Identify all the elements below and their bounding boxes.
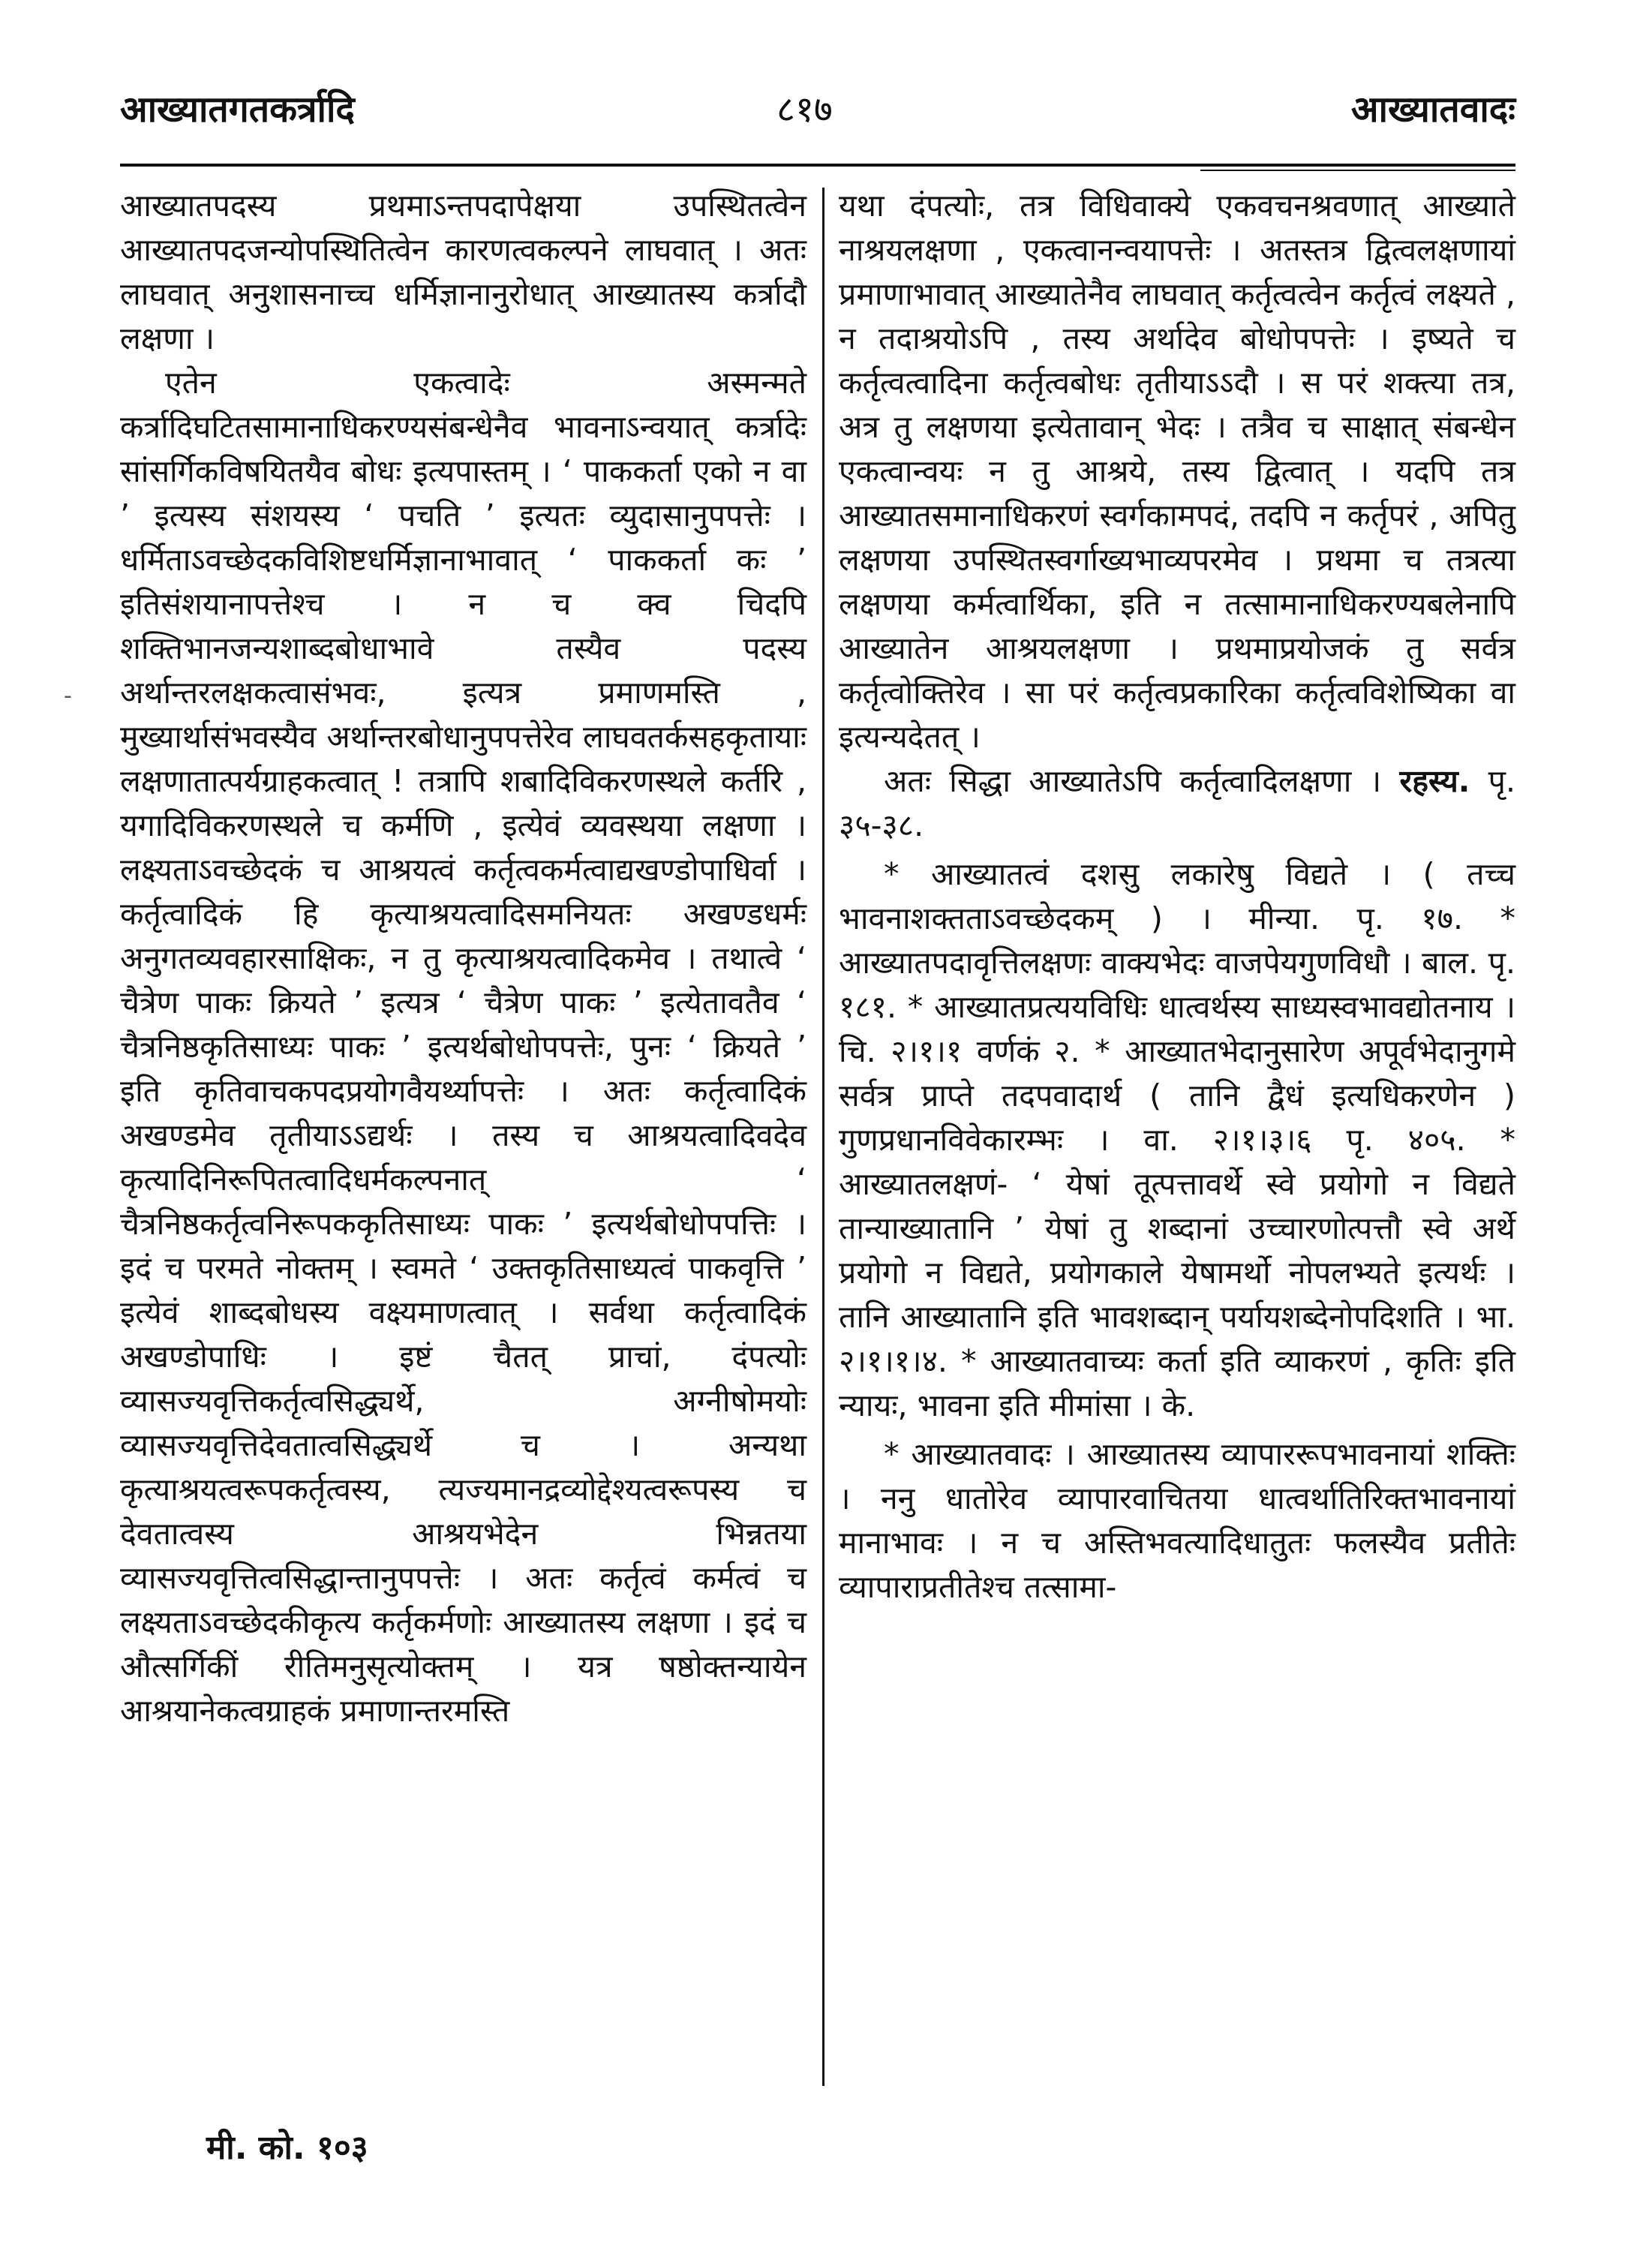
header-rule-secondary — [1200, 170, 1515, 171]
left-paragraph-2: एतेन एकत्वादेः अस्मन्मते कर्त्रादिघटितसामानाधिकरण्यसंबन्धेनैव भावनाऽन्वयात् कर्त्रादेः सांसर्गिकविषयितयैव बोधः इत्यपास्तम् । ‘ पाककर्ता एको न वा ’ इत्यस्य संशयस्य ‘ पचति ’ इत्यतः व्युदासानुपपत्तेः । धर्मिताऽवच्छेदकविशिष्टधर्मिज्ञानाभावात् ‘ पाककर्ता कः ’ इतिसंशयानापत्तेश्च । न च क्व चिदपि शक्तिभानजन्यशाब्दबोधाभावे तस्यैव पदस्य अर्थान्तरलक्षकत्वासंभवः, इत्यत्र प्रमाणमस्ति , मुख्यार्थासंभवस्यैव अर्थान्तरबोधानुपपत्तेरेव लाघवतर्कसहकृतायाः लक्षणातात्पर्यग्राहकत्वात् ! तत्रापि शबादिविकरणस्थले कर्तरि , यगादिविकरणस्थले च कर्मणि , इत्येवं व्यवस्थया लक्षणा । लक्ष्यताऽवच्छेदकं च आश्रयत्वं कर्तृत्वकर्मत्वाद्यखण्डोपाधिर्वा । कर्तृत्वादिकं हि कृत्याश्रयत्वादिसमनियतः अखण्डधर्मः अनुगतव्यवहारसाक्षिकः, न तु कृत्याश्रयत्वादिकमेव । तथात्वे ‘ चैत्रेण पाकः क्रियते ’ इत्यत्र ‘ चैत्रेण पाकः ’ इत्येतावतैव ‘ चैत्रनिष्ठकृतिसाध्यः पाकः ’ इत्यर्थबोधोपपत्तेः, पुनः ‘ क्रियते ’ इति कृतिवाचकपदप्रयोगवैयर्थ्यापत्तेः । अतः कर्तृत्वादिकं अखण्डमेव तृतीयाऽऽद्यर्थः । तस्य च आश्रयत्वादिवदेव कृत्यादिनिरूपितत्वादिधर्मकल्पनात् ‘ चैत्रनिष्ठकर्तृत्वनिरूपककृतिसाध्यः पाकः ’ इत्यर्थबोधोपपत्तिः । इदं च परमते नोक्तम् । स्वमते ‘ उक्तकृतिसाध्यत्वं पाकवृत्ति ’ इत्येवं शाब्दबोधस्य वक्ष्यमाणत्वात् । सर्वथा कर्तृत्वादिकं अखण्डोपाधिः । इष्टं चैतत् प्राचां, दंपत्योः व्यासज्यवृत्तिकर्तृत्वसिद्ध्यर्थे, अग्नीषोमयोः व्यासज्यवृत्तिदेवतात्वसिद्ध्यर्थे च । अन्यथा कृत्याश्रयत्वरूपकर्तृत्वस्य, त्यज्यमानद्रव्योद्देश्यत्वरूपस्य च देवतात्वस्य आश्रयभेदेन भिन्नतया व्यासज्यवृत्तित्वसिद्धान्तानुपपत्तेः । अतः कर्तृत्वं कर्मत्वं च लक्ष्यताऽवच्छेदकीकृत्य कर्तृकर्मणोः आख्यातस्य लक्षणा । इदं च औत्सर्गिकीं रीतिमनुसृत्योक्तम् । यत्र षष्ठोक्तन्यायेन आश्रयानेकत्वग्राहकं प्रमाणान्तरमस्ति — [120, 365, 806, 1729]
right-paragraph-1: यथा दंपत्योः, तत्र विधिवाक्ये एकवचनश्रवणात् आख्याते नाश्रयलक्षणा , एकत्वानन्वयापत्तेः । अतस्तत्र द्वित्वलक्षणायां प्रमाणाभावात् आख्यातेनैव लाघवात् कर्तृत्वत्वेन कर्तृत्वं लक्ष्यते , न तदाश्रयोऽपि , तस्य अर्थादेव बोधोपपत्तेः । इष्यते च कर्तृत्वत्वादिना कर्तृत्वबोधः तृतीयाऽऽदौ । स परं शक्त्या तत्र, अत्र तु लक्षणया इत्येतावान् भेदः । तत्रैव च साक्षात् संबन्धेन एकत्वान्वयः न तु आश्रये, तस्य द्वित्वात् । यदपि तत्र आख्यातसमानाधिकरणं स्वर्गकामपदं, तदपि न कर्तृपरं , अपितु लक्षणया उपस्थितस्वर्गाख्यभाव्यपरमेव । प्रथमा च तत्रत्या लक्षणया कर्मत्वार्थिका, इति न तत्सामानाधिकरण्यबलेनापि आख्यातेन आश्रयलक्षणा । प्रथमाप्रयोजकं तु सर्वत्र कर्तृत्वोक्तिरेव । सा परं कर्तृत्वप्रकारिका कर्तृत्वविशेष्यिका वा इत्यन्यदेतत् । — [839, 188, 1515, 755]
margin-mark: - — [64, 683, 72, 709]
right-paragraph-2 — [839, 759, 1515, 848]
source-ref: पृ. ३५-३८. — [839, 763, 1515, 843]
right-column — [839, 184, 1515, 1609]
page-header — [120, 84, 1515, 152]
page-number: ८१७ — [776, 89, 833, 131]
source-label: रहस्य. — [1399, 763, 1470, 799]
header-rule — [120, 164, 1515, 167]
header-left-title: आख्यातगतकर्त्रादि — [120, 89, 355, 131]
left-paragraph-1: आख्यातपदस्य प्रथमाऽन्तपदापेक्षया उपस्थितत्वेन आख्यातपदजन्योपस्थितित्वेन कारणत्वकल्पने लाघवात् । अतः लाघवात् अनुशासनाच्च धर्मिज्ञानानुरोधात् आख्यातस्य कर्त्रादौ लक्षणा । — [120, 188, 806, 356]
column-divider — [822, 188, 824, 2086]
entries-block: * आख्यातत्वं दशसु लकारेषु विद्यते । ( तच्च भावनाशक्तताऽवच्छेदकम् ) । मीन्या. पृ. १७. * आख्यातपदावृत्तिलक्षणः वाक्यभेदः वाजपेयगुणविधौ । बाल. पृ. १८१. * आख्यातप्रत्ययविधिः धात्वर्थस्य साध्यस्वभावद्योतनाय । चि. २।१।१ वर्णकं २. * आख्यातभेदानुसारेण अपूर्वभेदानुगमे सर्वत्र प्राप्ते तदपवादार्थ ( तानि द्वैधं इत्यधिकरणेन ) गुणप्रधानविवेकारम्भः । वा. २।१।३।६ पृ. ४०५. * आख्यातलक्षणं- ‘ येषां तूत्पत्तावर्थे स्वे प्रयोगो न विद्यते तान्याख्यातानि ’ येषां तु शब्दानां उच्चारणोत्पत्तौ स्वे अर्थे प्रयोगो न विद्यते, प्रयोगकाले येषामर्थो नोपलभ्यते इत्यर्थः । तानि आख्यातानि इति भावशब्दान् पर्यायशब्देनोपदिशति । भा. २।१।१।४. * आख्यातवाच्यः कर्ता इति व्याकरणं , कृतिः इति न्यायः, भावना इति मीमांसा । के. — [839, 856, 1515, 1423]
entry-akhyatavada: * आख्यातवादः । आख्यातस्य व्यापाररूपभावनायां शक्तिः । ननु धातोरेव व्यापारवाचितया धात्वर्थातिरिक्तभावनायां मानाभावः । न च अस्तिभवत्यादिधातुतः फलस्यैव प्रतीतेः व्यापाराप्रतीतेश्च तत्सामा- — [839, 1436, 1515, 1605]
left-column — [120, 184, 806, 1733]
footer-signature: मी. को. १०३ — [206, 2129, 368, 2167]
header-right-title: आख्यातवादः — [1350, 89, 1515, 131]
right-paragraph-2-text: अतः सिद्धा आख्यातेऽपि कर्तृत्वादिलक्षणा । — [884, 763, 1382, 799]
